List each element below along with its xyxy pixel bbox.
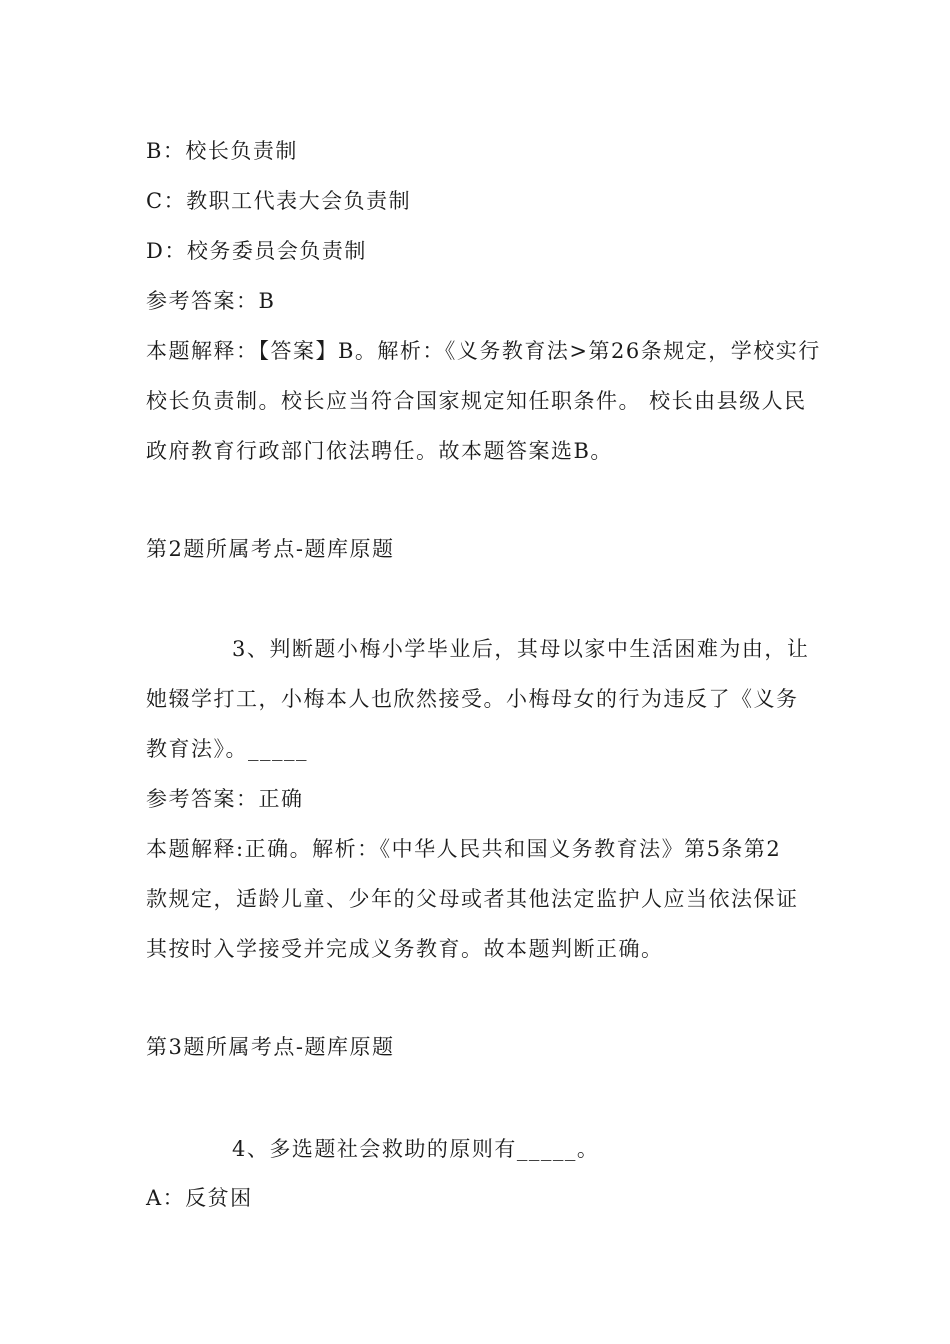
q2-option-d: D：校务委员会负责制 (146, 239, 367, 263)
q2-answer: 参考答案：B (146, 289, 276, 313)
q3-topic-heading: 第3题所属考点-题库原题 (146, 1035, 395, 1059)
q4-question: 4、多选题社会救助的原则有_____。 (232, 1137, 600, 1161)
q4-option-a: A：反贫困 (146, 1186, 253, 1210)
q2-explanation-line: 校长负责制。校长应当符合国家规定知任职条件。 校长由县级人民 (146, 389, 807, 413)
q2-explanation-line: 本题解释：【答案】B。解析：《义务教育法>第26条规定，学校实行 (146, 339, 821, 363)
q3-explanation-line: 本题解释:正确。解析：《中华人民共和国义务教育法》第5条第2 (146, 837, 782, 861)
q2-option-c: C：教职工代表大会负责制 (146, 189, 412, 213)
q3-answer: 参考答案：正确 (146, 787, 304, 811)
q2-option-b: B：校长负责制 (146, 139, 298, 163)
q3-explanation-line: 其按时入学接受并完成义务教育。故本题判断正确。 (146, 937, 664, 961)
q3-explanation-line: 款规定，适龄儿童、少年的父母或者其他法定监护人应当依法保证 (146, 887, 799, 911)
q2-explanation-line: 政府教育行政部门依法聘任。故本题答案选B。 (146, 439, 613, 463)
q3-question-line: 她辍学打工，小梅本人也欣然接受。小梅母女的行为违反了《义务 (146, 687, 799, 711)
q3-question-line: 3、判断题小梅小学毕业后，其母以家中生活困难为由，让 (232, 637, 810, 661)
q3-question-line: 教育法》。_____ (146, 737, 308, 761)
q2-topic-heading: 第2题所属考点-题库原题 (146, 537, 395, 561)
